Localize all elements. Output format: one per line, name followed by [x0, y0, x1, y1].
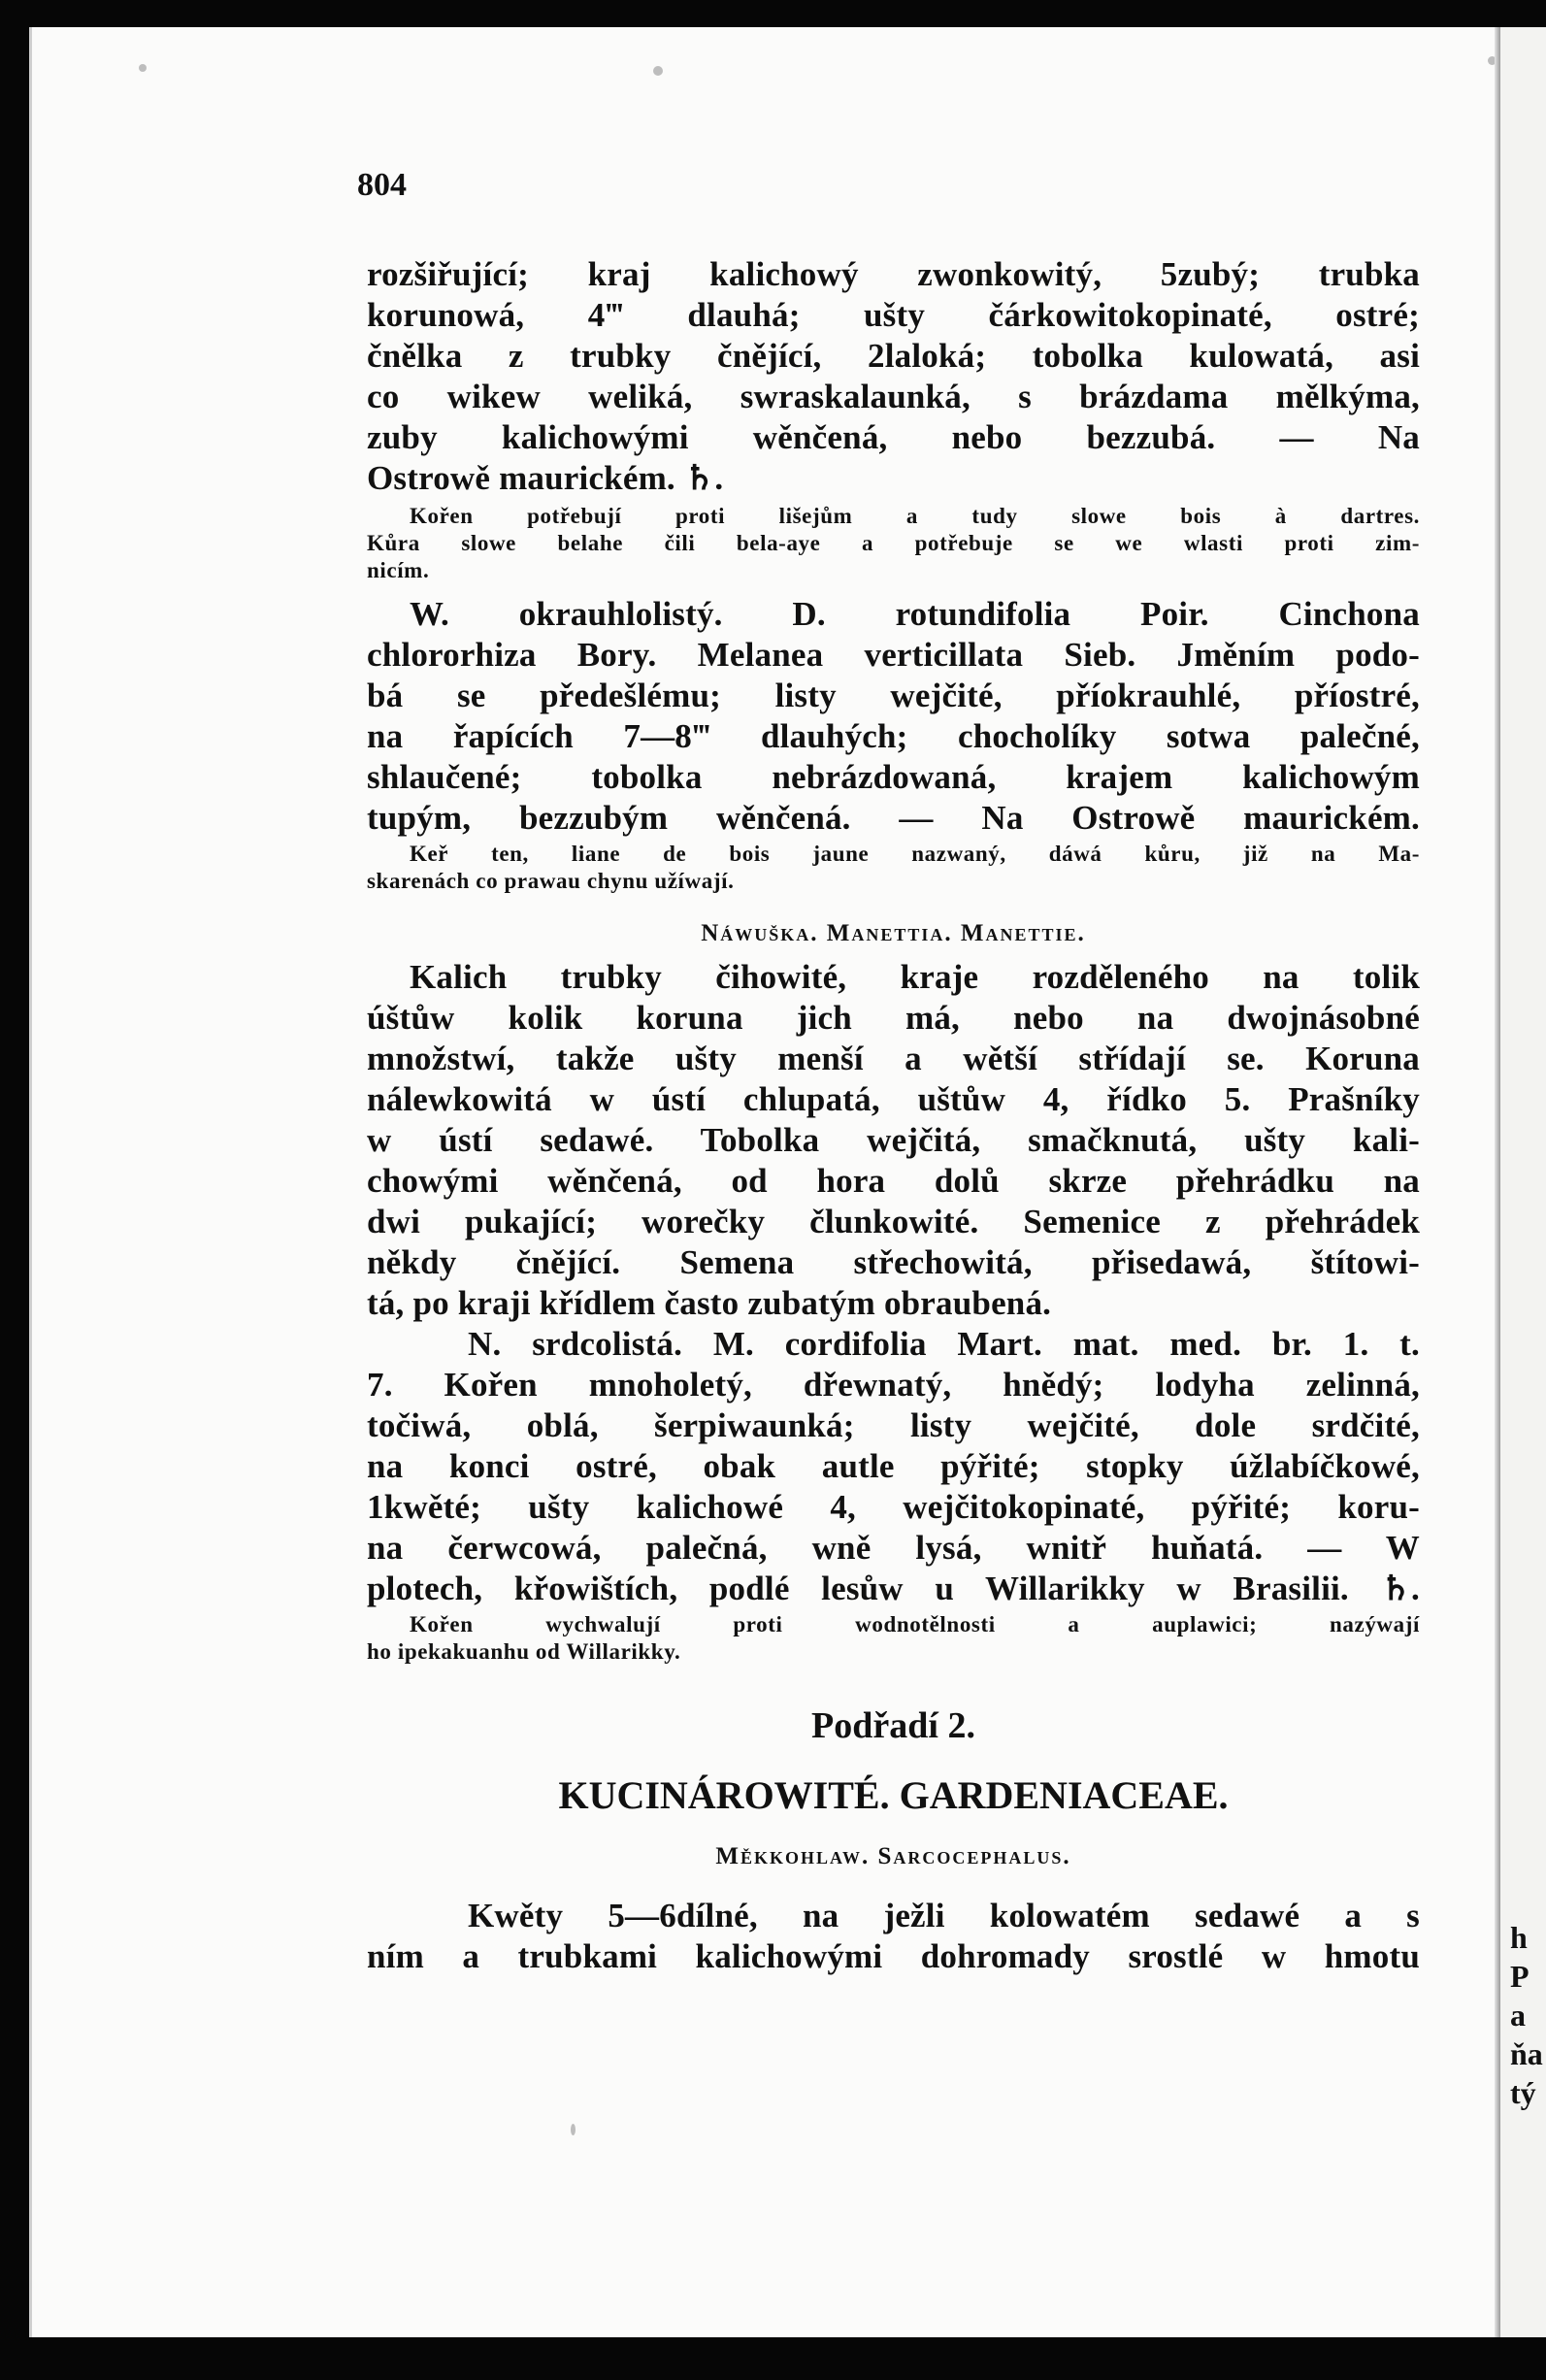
genus-description-sarcocephalus [367, 1896, 1420, 1977]
text-line: korunowá, 4‴ dlauhá; ušty čárkowitokopinaté, ostré; [367, 296, 1420, 334]
text-line: rozšiřující; kraj kalichowý zwonkowitý, 5zubý; trubka [367, 255, 1420, 293]
text-line: tá, po kraji křídlem často zubatým obraubená. [367, 1284, 1052, 1322]
edge-fragment: h [1510, 1920, 1528, 1955]
family-heading: KUCINÁROWITÉ. GARDENIACEAE. [558, 1773, 1229, 1817]
text-line: bá se předešlému; listy wejčité, příokrauhlé, příostré, [367, 677, 1420, 714]
text-line: w ústí sedawé. Tobolka wejčitá, smačknutá, ušty kali- [367, 1121, 1420, 1159]
text-line: 7. Kořen mnoholetý, dřewnatý, hnědý; lodyha zelinná, [367, 1366, 1420, 1404]
text-line: N. srdcolistá. M. cordifolia Mart. mat. med. br. 1. t. [468, 1325, 1420, 1363]
edge-fragment: P [1510, 1959, 1530, 1994]
text-line: na konci ostré, obak autle pýřité; stopky úžlabíčkowé, [367, 1447, 1420, 1485]
note-line: Kůra slowe belahe čili bela-aye a potřebuje se we wlasti proti zim- [367, 531, 1420, 555]
paragraph-continued [367, 254, 1420, 499]
note-line: Keř ten, liane de bois jaune nazwaný, dáwá kůru, již na Ma- [410, 842, 1420, 866]
footnote-bark-use [367, 841, 1420, 895]
text-line: množstwí, takže ušty menší a wětší střídají se. Koruna [367, 1040, 1420, 1077]
page-number: 804 [357, 167, 407, 203]
text-line: točiwá, oblá, šerpiwaunká; listy wejčité, dole srdčité, [367, 1406, 1420, 1444]
genus-description [367, 957, 1420, 1324]
note-line: nicím. [367, 558, 430, 582]
edge-fragment: a [1510, 1998, 1526, 2033]
dust-speck [571, 2124, 576, 2135]
text-line: Kalich trubky čihowité, kraje rozděleného na tolik [410, 958, 1420, 996]
text-line: čnělka z trubky čnějící, 2laloká; tobolka kulowatá, asi [367, 337, 1420, 375]
note-line: skarenách co prawau chynu užíwají. [367, 869, 735, 893]
text-line: shlaučené; tobolka nebrázdowaná, krajem kalichowým [367, 758, 1420, 796]
species-entry-okrauhlolisty [367, 594, 1420, 839]
text-line: ním a trubkami kalichowými dohromady srostlé w hmotu [367, 1937, 1420, 1975]
note-line: Kořen wychwalují proti wodnotělnosti a auplawici; nazýwají [410, 1612, 1420, 1636]
text-line: tupým, bezzubým wěnčená. — Na Ostrowě maurickém. [367, 799, 1420, 837]
page-body [367, 254, 1420, 1977]
text-line: chowými wěnčená, od hora dolů skrze přehrádku na [367, 1162, 1420, 1200]
text-line: 1kwěté; ušty kalichowé 4, wejčitokopinaté, pýřité; koru- [367, 1488, 1420, 1526]
edge-fragment: tý [1510, 2075, 1536, 2110]
text-line: úštůw kolik koruna jich má, nebo na dwojnásobné [367, 999, 1420, 1037]
text-line: dwi pukající; worečky člunkowité. Semenice z přehrádek [367, 1203, 1420, 1240]
text-line: na čerwcowá, palečná, wně lysá, wnitř huňatá. — W [367, 1529, 1420, 1567]
adjacent-page-edge [1500, 27, 1546, 2337]
dust-speck [653, 66, 663, 76]
text-line: Ostrowě maurickém. ♄. [367, 459, 724, 497]
suborder-heading: Podřadí 2. [811, 1705, 975, 1746]
footnote-root-use [367, 503, 1420, 584]
note-line: Kořen potřebují proti lišejům a tudy slowe bois à dartres. [410, 504, 1420, 528]
text-line: někdy čnějící. Semena střechowitá, přisedawá, štítowi- [367, 1243, 1420, 1281]
text-line: nálewkowitá w ústí chlupatá, uštůw 4, řídko 5. Prašníky [367, 1080, 1420, 1118]
text-line: W. okrauhlolistý. D. rotundifolia Poir. Cinchona [410, 595, 1420, 633]
text-line: zuby kalichowými wěnčená, nebo bezzubá. — Na [367, 418, 1420, 456]
text-line: plotech, křowištích, podlé lesůw u Willarikky w Brasilii. ♄. [367, 1570, 1420, 1607]
text-line: co wikew weliká, swraskalaunká, s brázdama mělkýma, [367, 378, 1420, 415]
genus-heading: Náwuška. Manettia. Manettie. [701, 920, 1086, 946]
genus-heading: Měkkohlaw. Sarcocephalus. [715, 1843, 1071, 1869]
text-line: chlororhiza Bory. Melanea verticillata Sieb. Jměním podo- [367, 636, 1420, 674]
text-line: Kwěty 5—6dílné, na ježli kolowatém sedawé a s [468, 1897, 1420, 1934]
note-line: ho ipekakuanhu od Willarikky. [367, 1639, 681, 1664]
footnote-ipecac [367, 1611, 1420, 1666]
edge-fragment: ňa [1510, 2036, 1543, 2071]
species-entry-srdcolista [367, 1324, 1420, 1609]
text-line: na řapících 7—8‴ dlauhých; chocholíky sotwa palečné, [367, 717, 1420, 755]
dust-speck [139, 64, 147, 72]
